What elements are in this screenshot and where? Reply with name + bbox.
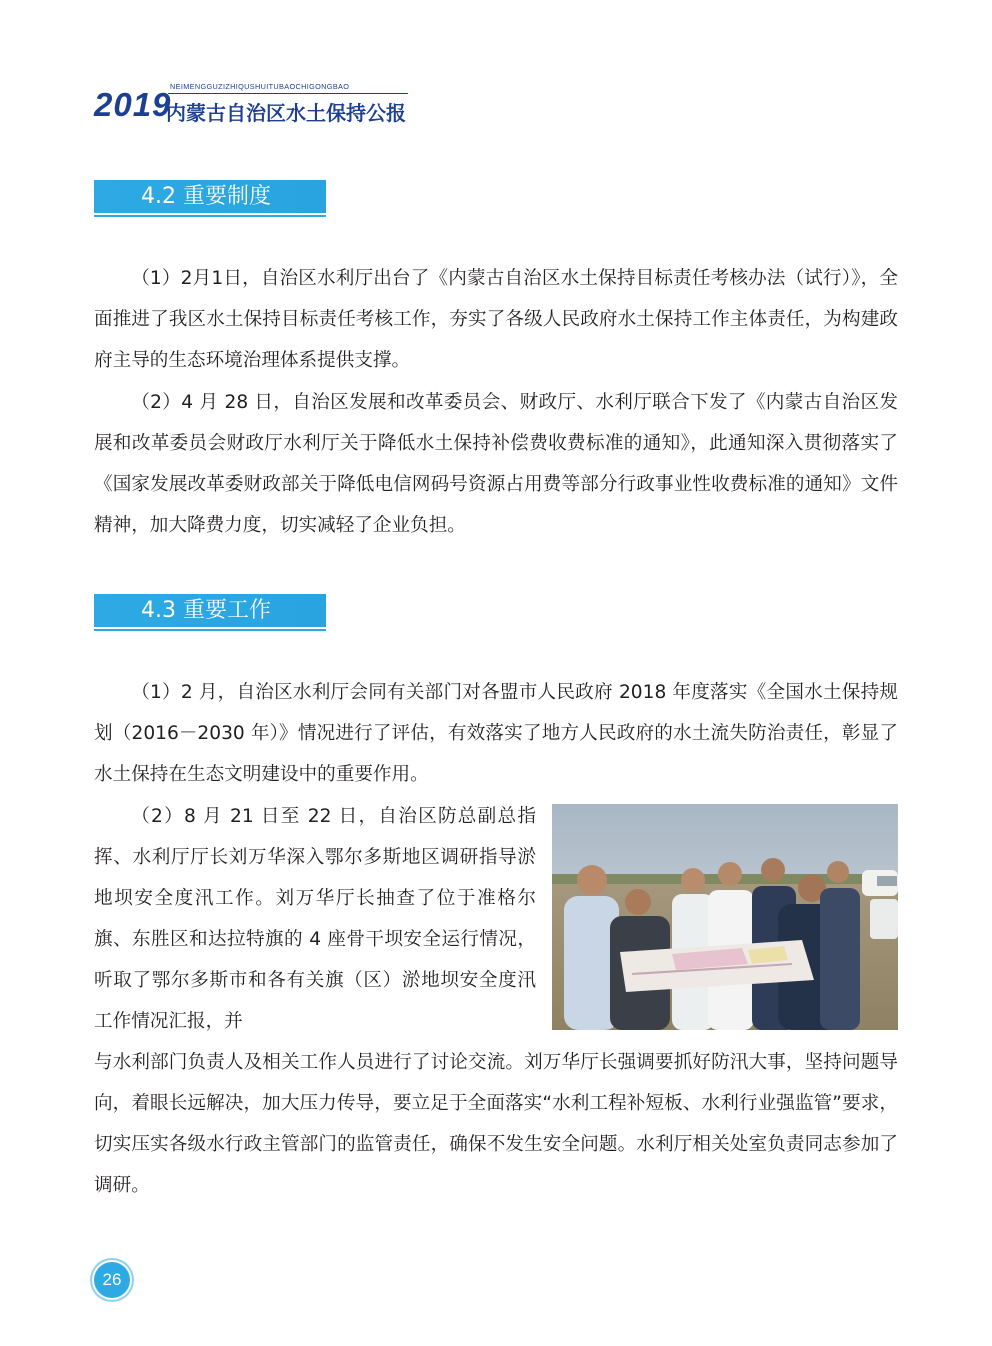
- section-heading-4-3: [94, 594, 326, 631]
- paragraph-4-3-2-wrapped: （2）8 月 21 日至 22 日，自治区防总副总指挥、水利厅厅长刘万华深入鄂尔多斯地区调研指导淤地坝安全度汛工作。刘万华厅长抽查了位于准格尔旗、东胜区和达拉特旗的 4 座骨干坝安全运行情况，听取了鄂尔多斯市和各有关旗（区）淤地坝安全度汛工作情况汇报，并: [94, 806, 536, 1032]
- page-number: 26: [94, 1262, 130, 1298]
- paragraph-4-2-1: （1）2月1日，自治区水利厅出台了《内蒙古自治区水土保持目标责任考核办法（试行）》，全面推进了我区水土保持目标责任考核工作，夯实了各级人民政府水土保持工作主体责任，为构建政府主导的生态环境治理体系提供支撑。: [94, 268, 898, 371]
- heading-underline: [94, 629, 326, 631]
- paragraph-4-3-2-continued: 与水利部门负责人及相关工作人员进行了讨论交流。刘万华厅长强调要抓好防汛大事，坚持问题导向，着眼长远解决，加大压力传导，要立足于全面落实“水利工程补短板、水利行业强监管”要求，切实压实各级水行政主管部门的监管责任，确保不发生安全问题。水利厅相关处室负责同志参加了调研。: [94, 1052, 898, 1196]
- header-rule: [168, 93, 408, 94]
- report-header: [94, 82, 414, 125]
- paragraph-4-3-1: （1）2 月，自治区水利厅会同有关部门对各盟市人民政府 2018 年度落实《全国水土保持规划（2016－2030 年）》情况进行了评估，有效落实了地方人民政府的水土流失防治责任，彰显了水土保持在生态文明建设中的重要作用。: [94, 682, 898, 785]
- section-heading-4-2: [94, 180, 326, 217]
- header-pinyin: NEIMENGGUZIZHIQUSHUITUBAOCHIGONGBAO: [170, 82, 350, 91]
- section-heading-label: 4.2 重要制度: [94, 180, 326, 213]
- heading-underline: [94, 215, 326, 217]
- field-inspection-photo: [552, 804, 898, 1030]
- section-heading-label: 4.3 重要工作: [94, 594, 326, 627]
- header-year: 2019: [94, 86, 172, 123]
- header-title: 内蒙古自治区水土保持公报: [166, 101, 406, 125]
- paragraph-4-2-2: （2）4 月 28 日，自治区发展和改革委员会、财政厅、水利厅联合下发了《内蒙古自治区发展和改革委员会财政厅水利厅关于降低水土保持补偿费收费标准的通知》，此通知深入贯彻落实了《国家发展改革委财政部关于降低电信网码号资源占用费等部分行政事业性收费标准的通知》文件精神，加大降费力度，切实减轻了企业负担。: [94, 392, 898, 536]
